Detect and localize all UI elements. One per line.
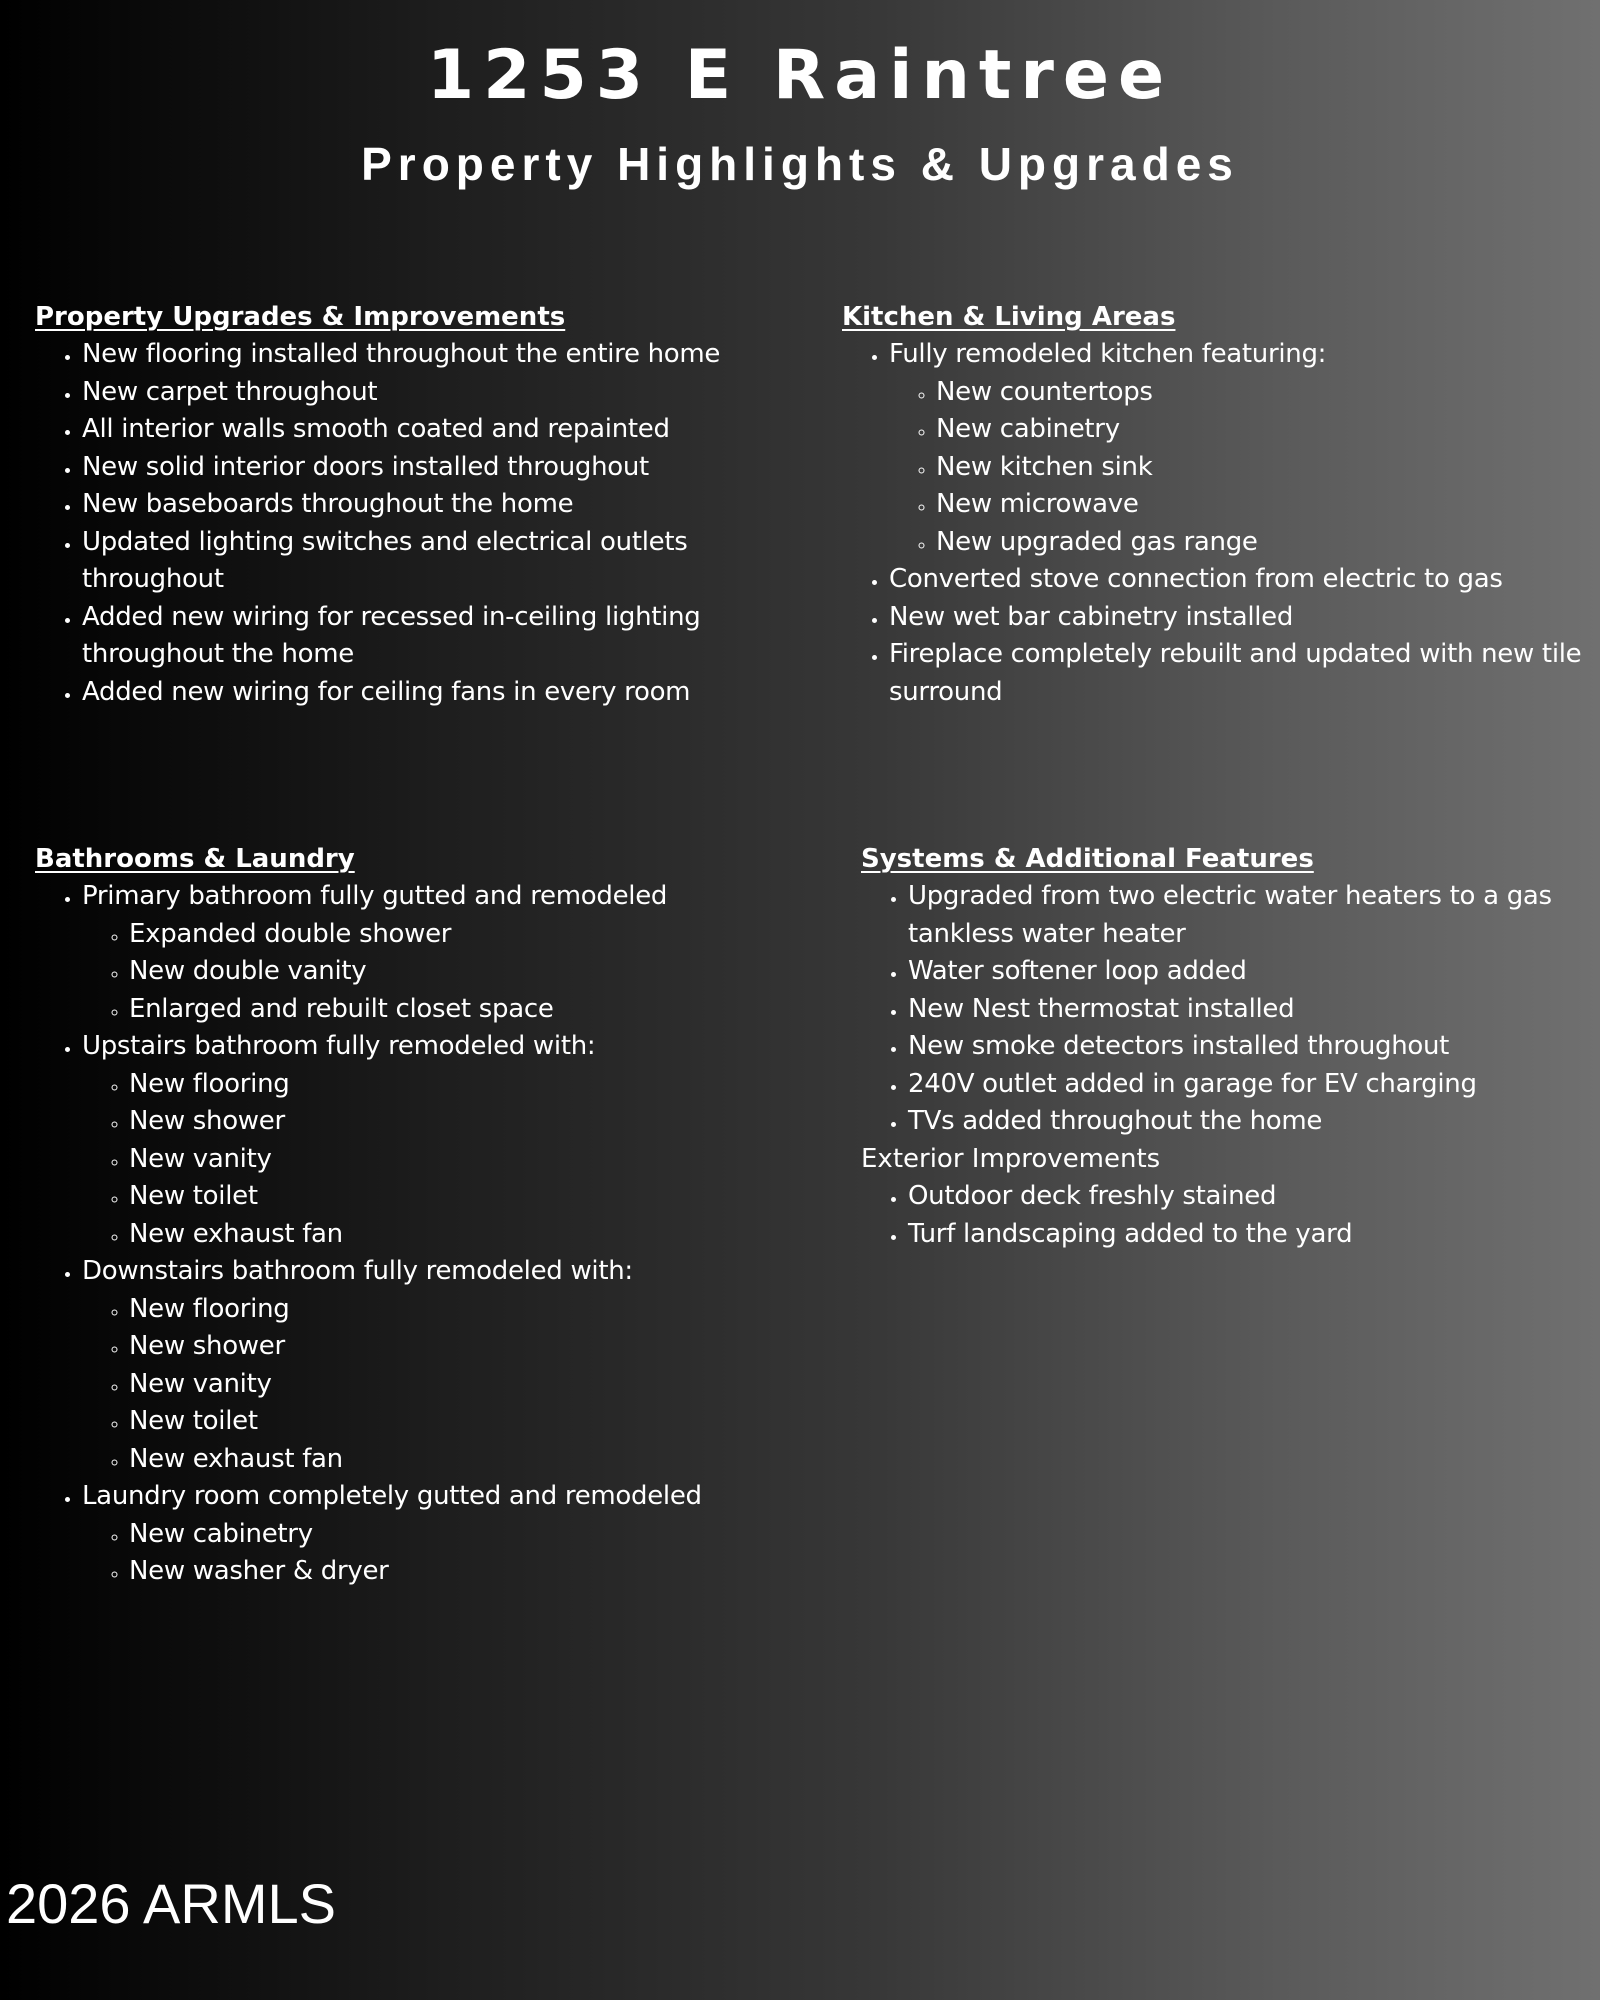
list-item: • Water softener loop added <box>908 953 1591 991</box>
sub-list-item: ◦ New kitchen sink <box>936 449 1582 487</box>
list-item-text: Laundry room completely gutted and remodeled <box>82 1481 702 1511</box>
list-item: • Added new wiring for recessed in-ceiling lighting throughout the home <box>82 599 775 674</box>
page-title: 1253 E Raintree <box>426 36 1174 115</box>
bullet-list <box>35 878 775 1591</box>
list-item: • New solid interior doors installed throughout <box>82 449 775 487</box>
sub-list-item: ◦ New microwave <box>936 486 1582 524</box>
list-item: • Turf landscaping added to the yard <box>908 1216 1591 1254</box>
bullet-list <box>861 1178 1591 1253</box>
sub-list-item: ◦ New vanity <box>129 1366 775 1404</box>
sub-list-item: ◦ New shower <box>129 1328 775 1366</box>
sub-list-item: ◦ New cabinetry <box>129 1516 775 1554</box>
sub-bullet-list <box>82 916 775 1029</box>
sub-list-item: ◦ New exhaust fan <box>129 1216 775 1254</box>
sub-list-item: ◦ New flooring <box>129 1066 775 1104</box>
subsection-heading-exterior: Exterior Improvements <box>861 1143 1161 1174</box>
sub-list-item: ◦ New double vanity <box>129 953 775 991</box>
section-heading: Kitchen & Living Areas <box>842 302 1176 332</box>
sub-list-item: ◦ New toilet <box>129 1403 775 1441</box>
list-item <box>82 1028 775 1253</box>
list-item: • New wet bar cabinetry installed <box>889 599 1582 637</box>
list-item: • New baseboards throughout the home <box>82 486 775 524</box>
list-item: • New smoke detectors installed throughout <box>908 1028 1591 1066</box>
list-item-text: Primary bathroom fully gutted and remodeled <box>82 881 668 911</box>
section-property-upgrades <box>35 298 775 711</box>
bullet-list <box>842 336 1582 711</box>
list-item <box>82 878 775 1028</box>
list-item-text: Downstairs bathroom fully remodeled with: <box>82 1256 633 1286</box>
list-item: • TVs added throughout the home <box>908 1103 1591 1141</box>
sub-list-item: ◦ New vanity <box>129 1141 775 1179</box>
sub-list-item: ◦ New washer & dryer <box>129 1553 775 1591</box>
bullet-list <box>861 878 1591 1141</box>
list-item: • Updated lighting switches and electrical outlets throughout <box>82 524 775 599</box>
sub-list-item: ◦ New countertops <box>936 374 1582 412</box>
footer-copyright: 2026 ARMLS <box>6 1872 336 1935</box>
sub-bullet-list <box>82 1066 775 1254</box>
list-item <box>82 1253 775 1478</box>
section-heading: Bathrooms & Laundry <box>35 844 355 874</box>
sub-list-item: ◦ Expanded double shower <box>129 916 775 954</box>
sub-bullet-list <box>82 1291 775 1479</box>
sub-list-item: ◦ New toilet <box>129 1178 775 1216</box>
sub-list-item: ◦ New cabinetry <box>936 411 1582 449</box>
list-item: • Upgraded from two electric water heaters to a gas tankless water heater <box>908 878 1591 953</box>
list-item <box>889 336 1582 561</box>
sub-list-item: ◦ New exhaust fan <box>129 1441 775 1479</box>
sub-list-item: ◦ New upgraded gas range <box>936 524 1582 562</box>
list-item: • Fireplace completely rebuilt and updated with new tile surround <box>889 636 1582 711</box>
sub-list-item: ◦ New shower <box>129 1103 775 1141</box>
sub-list-item: ◦ New flooring <box>129 1291 775 1329</box>
list-item: • All interior walls smooth coated and repainted <box>82 411 775 449</box>
sub-bullet-list <box>82 1516 775 1591</box>
section-systems-features <box>861 840 1591 1253</box>
section-kitchen-living <box>842 298 1582 711</box>
list-item: • Added new wiring for ceiling fans in every room <box>82 674 775 712</box>
list-item-text: Fully remodeled kitchen featuring: <box>889 339 1327 369</box>
bullet-list <box>35 336 775 711</box>
section-heading: Systems & Additional Features <box>861 844 1314 874</box>
list-item-text: Upstairs bathroom fully remodeled with: <box>82 1031 596 1061</box>
sub-bullet-list <box>889 374 1582 562</box>
page-subtitle: Property Highlights & Upgrades <box>361 138 1239 190</box>
list-item: • Converted stove connection from electric to gas <box>889 561 1582 599</box>
section-heading: Property Upgrades & Improvements <box>35 302 566 332</box>
section-bathrooms-laundry <box>35 840 775 1591</box>
list-item: • 240V outlet added in garage for EV charging <box>908 1066 1591 1104</box>
list-item <box>82 1478 775 1591</box>
sub-list-item: ◦ Enlarged and rebuilt closet space <box>129 991 775 1029</box>
list-item: • New carpet throughout <box>82 374 775 412</box>
list-item: • Outdoor deck freshly stained <box>908 1178 1591 1216</box>
list-item: • New flooring installed throughout the entire home <box>82 336 775 374</box>
list-item: • New Nest thermostat installed <box>908 991 1591 1029</box>
